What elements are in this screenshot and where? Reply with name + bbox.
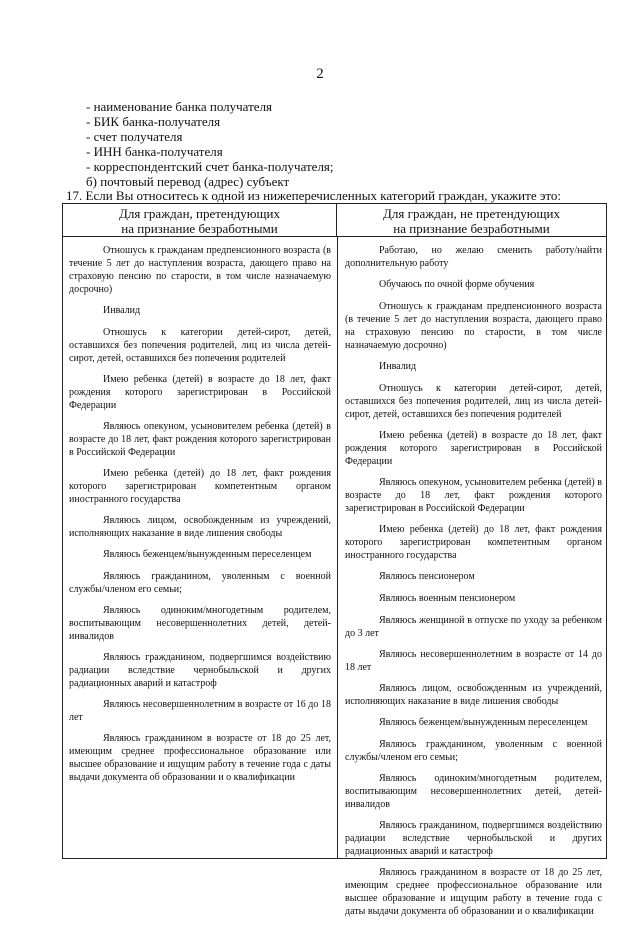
- category-item[interactable]: Имею ребенка (детей) до 18 лет, факт рождения которого зарегистрирован компетентным органом иностранного государства: [69, 468, 331, 505]
- category-item[interactable]: Являюсь опекуном, усыновителем ребенка (детей) в возрасте до 18 лет, факт рождения которого зарегистрирован в Российской Федерации: [69, 421, 331, 458]
- category-item[interactable]: Являюсь военным пенсионером: [379, 593, 516, 604]
- category-item[interactable]: Отношусь к гражданам предпенсионного возраста (в течение 5 лет до наступления возраста, дающего право на страховую пенсию по старости, в том числе назначаемую досрочно): [69, 245, 331, 295]
- category-item[interactable]: Инвалид: [103, 305, 141, 316]
- category-item[interactable]: Являюсь женщиной в отпуске по уходу за ребенком до 3 лет: [345, 615, 602, 639]
- right-column: [345, 244, 602, 926]
- bank-details-list: [86, 99, 334, 189]
- category-item[interactable]: Являюсь беженцем/вынужденным переселенцем: [103, 549, 312, 560]
- category-item[interactable]: Отношусь к категории детей-сирот, детей, оставшихся без попечения родителей, лиц из числа детей-сирот, детей, оставшихся без попечения родителей: [69, 327, 331, 364]
- category-item[interactable]: Являюсь лицом, освобожденным из учреждений, исполняющих наказание в виде лишения свободы: [69, 515, 331, 539]
- category-item[interactable]: Являюсь несовершеннолетним в возрасте от 16 до 18 лет: [69, 699, 331, 723]
- category-item[interactable]: Являюсь опекуном, усыновителем ребенка (детей) в возрасте до 18 лет, факт рождения которого зарегистрирован в Российской Федерации: [345, 477, 602, 514]
- category-item[interactable]: Имею ребенка (детей) до 18 лет, факт рождения которого зарегистрирован компетентным органом иностранного государства: [345, 524, 602, 561]
- category-item[interactable]: Являюсь гражданином, уволенным с военной службы/членом его семьи;: [345, 739, 602, 763]
- category-item[interactable]: Инвалид: [379, 361, 417, 372]
- left-column: [69, 244, 331, 792]
- category-item[interactable]: Являюсь одиноким/многодетным родителем, воспитывающим несовершеннолетних детей, детей-инвалидов: [69, 605, 331, 642]
- category-item[interactable]: Отношусь к категории детей-сирот, детей, оставшихся без попечения родителей, лиц из числа детей-сирот, детей, оставшихся без попечения родителей: [345, 383, 602, 420]
- category-item[interactable]: Являюсь лицом, освобожденным из учреждений, исполняющих наказание в виде лишения свободы: [345, 683, 602, 707]
- column-divider: [337, 237, 338, 858]
- category-item[interactable]: Являюсь гражданином, подвергшимся воздействию радиации вследствие чернобыльской и других радиационных аварий и катастроф: [69, 652, 331, 689]
- category-item[interactable]: Являюсь гражданином, уволенным с военной службы/членом его семьи;: [69, 571, 331, 595]
- category-item[interactable]: Являюсь беженцем/вынужденным переселенцем: [379, 717, 588, 728]
- list-item: - корреспондентский счет банка-получателя;: [86, 159, 334, 174]
- header-line: Для граждан, не претендующих: [383, 206, 560, 221]
- categories-table: [62, 203, 607, 917]
- header-line: Для граждан, претендующих: [119, 206, 280, 221]
- category-item[interactable]: Являюсь гражданином в возрасте от 18 до 25 лет, имеющим среднее профессиональное образование или высшее образование и ищущим работу в течение года с даты выдачи документа об образовании и о квалификации: [69, 733, 331, 783]
- list-item: - счет получателя: [86, 129, 183, 144]
- category-item[interactable]: Имею ребенка (детей) в возрасте до 18 лет, факт рождения которого зарегистрирован в Российской Федерации: [69, 374, 331, 411]
- page-number: 2: [316, 66, 324, 82]
- category-item[interactable]: Являюсь гражданином, подвергшимся воздействию радиации вследствие чернобыльской и других радиационных аварий и катастроф: [345, 820, 602, 857]
- header-line: на признание безработными: [393, 221, 550, 236]
- category-item[interactable]: Работаю, но желаю сменить работу/найти дополнительную работу: [345, 245, 602, 269]
- category-item[interactable]: Обучаюсь по очной форме обучения: [379, 279, 535, 290]
- list-item: - ИНН банка-получателя: [86, 144, 223, 159]
- right-column-header: [337, 204, 606, 237]
- category-item[interactable]: Имею ребенка (детей) в возрасте до 18 лет, факт рождения которого зарегистрирован в Российской Федерации: [345, 430, 602, 467]
- list-item: - наименование банка получателя: [86, 99, 273, 114]
- category-item[interactable]: Являюсь гражданином в возрасте от 18 до 25 лет, имеющим среднее профессиональное образование или высшее образование и ищущим работу в течение года с даты выдачи документа об образовании и о квалификации: [345, 867, 602, 917]
- category-item[interactable]: Являюсь одиноким/многодетным родителем, воспитывающим несовершеннолетних детей, детей-инвалидов: [345, 773, 602, 810]
- list-item: - БИК банка-получателя: [86, 114, 221, 129]
- header-line: на признание безработными: [121, 221, 278, 236]
- category-item[interactable]: Отношусь к гражданам предпенсионного возраста (в течение 5 лет до наступления возраста, дающего право на страховую пенсию по старости, в том числе назначаемую досрочно): [345, 301, 602, 351]
- category-item[interactable]: Являюсь несовершеннолетним в возрасте от 14 до 18 лет: [345, 649, 602, 673]
- left-column-header: [63, 204, 337, 237]
- category-item[interactable]: Являюсь пенсионером: [379, 571, 475, 582]
- list-item: б) почтовый перевод (адрес) субъект: [86, 174, 290, 189]
- question-17: 17. Если Вы относитесь к одной из нижеперечисленных категорий граждан, укажите это:: [66, 188, 562, 203]
